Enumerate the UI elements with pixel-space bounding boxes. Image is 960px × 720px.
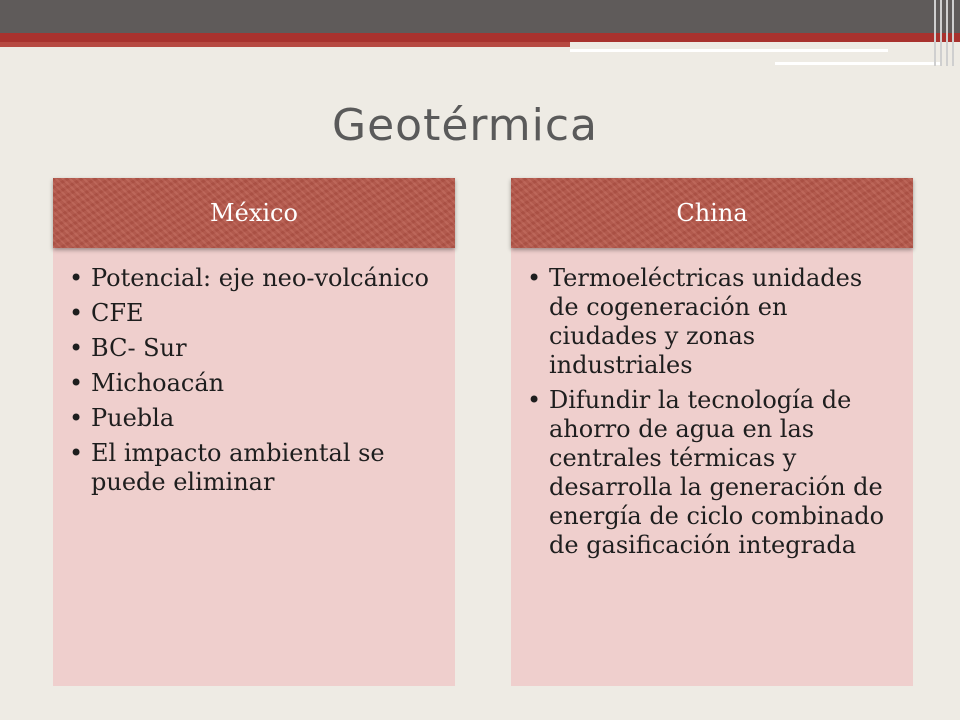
list-item: • Michoacán	[67, 369, 437, 398]
corner-decor	[930, 0, 960, 66]
list-item: • Potencial: eje neo-volcánico	[67, 264, 437, 293]
list-item: • BC- Sur	[67, 334, 437, 363]
list-item: • El impacto ambiental se puede eliminar	[67, 439, 437, 497]
list-item: • Puebla	[67, 404, 437, 433]
list-item: • Difundir la tecnología de ahorro de agua en las centrales térmicas y desarrolla la generación de energía de ciclo combinado de gasificación integrada	[525, 386, 895, 560]
top-red-band	[0, 33, 960, 42]
top-red-band-lower	[0, 42, 570, 47]
decor-line	[775, 62, 940, 65]
column-header-china: China	[511, 178, 913, 248]
column-header-mexico: México	[53, 178, 455, 248]
column-body-mexico	[53, 246, 455, 686]
decor-line	[570, 49, 888, 52]
column-mexico	[53, 178, 455, 496]
column-china	[511, 178, 913, 559]
column-body-china	[511, 246, 913, 686]
top-decor-bar	[0, 0, 960, 33]
list-item: • CFE	[67, 299, 437, 328]
list-item: • Termoeléctricas unidades de cogeneración en ciudades y zonas industriales	[525, 264, 895, 380]
slide-title: Geotérmica	[332, 100, 598, 151]
